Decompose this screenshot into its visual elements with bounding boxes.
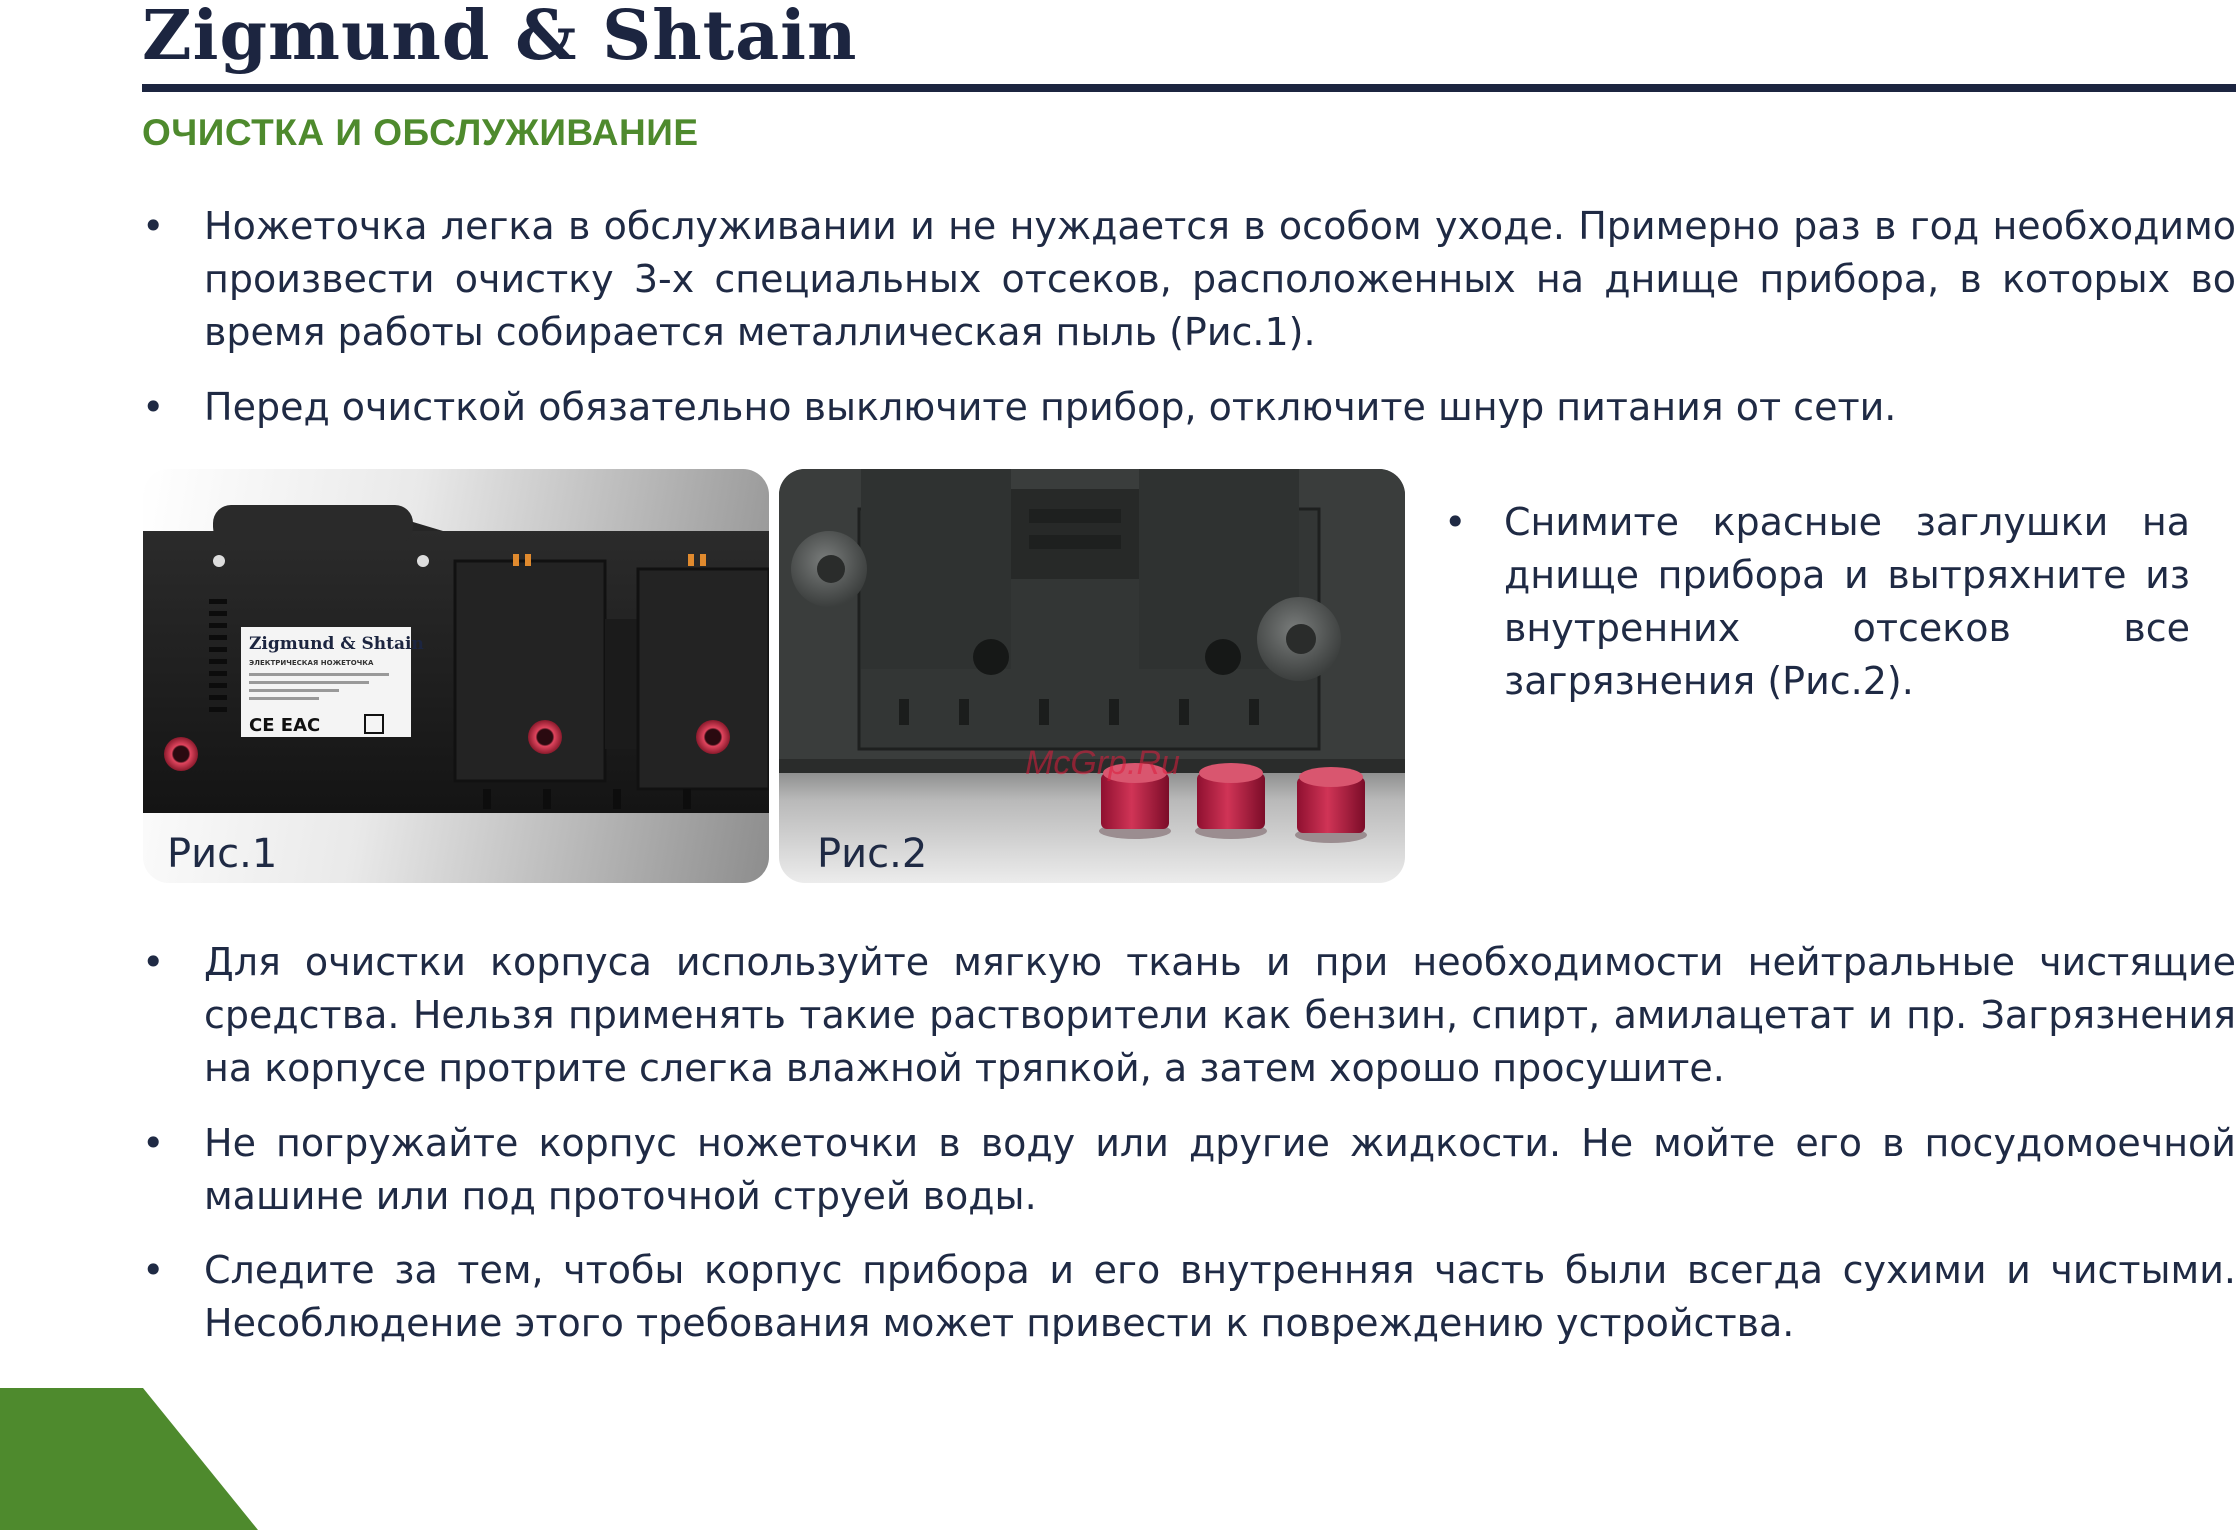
figure-1-caption: Рис.1	[167, 831, 278, 877]
bullet-text: Перед очисткой обязательно выключите прибор, отключите шнур питания от сети.	[204, 385, 1897, 429]
bullet-item-power-off	[142, 381, 2236, 434]
bullet-text: Не погружайте корпус ножеточки в воду или другие жидкости. Не мойте его в посудомоечной машине или под проточной струей воды.	[204, 1121, 2236, 1218]
bullet-marker: •	[142, 204, 165, 248]
figure-2-caption: Рис.2	[817, 831, 928, 877]
section-title: ОЧИСТКА И ОБСЛУЖИВАНИЕ	[142, 112, 699, 153]
bullet-item-maintenance	[142, 200, 2236, 359]
bullet-item-no-water	[142, 1117, 2236, 1223]
bullet-text: Ножеточка легка в обслуживании и не нуждается в особом уходе. Примерно раз в год необходимо произвести очистку 3-х специальных отсеков, расположенных на днище прибора, в которых во время работы собирается металлическая пыль (Рис.1).	[204, 204, 2236, 354]
label-brand: Zigmund & Shtain	[249, 634, 424, 654]
bullet-marker: •	[142, 940, 165, 984]
figure-1	[143, 469, 769, 883]
bullet-item-keep-dry	[142, 1244, 2236, 1350]
label-marks: CE EAC	[249, 715, 321, 736]
bullet-text: Снимите красные заглушки на днище прибора и вытряхните из внутренних отсеков все загрязнения (Рис.2).	[1504, 500, 2190, 703]
bullet-item-remove-plugs	[1444, 496, 2190, 708]
brand-logo: Zigmund & Shtain	[142, 0, 858, 76]
figure-2-photo	[779, 469, 1405, 883]
bullet-marker: •	[142, 1121, 165, 1165]
bullet-text: Для очистки корпуса используйте мягкую ткань и при необходимости нейтральные чистящие средства. Нельзя применять такие растворители как бензин, спирт, амилацетат и пр. Загрязнения на корпусе протрите слегка влажной тряпкой, а затем хорошо просушите.	[204, 940, 2236, 1090]
label-title: ЭЛЕКТРИЧЕСКАЯ НОЖЕТОЧКА	[249, 659, 374, 667]
bullet-text: Следите за тем, чтобы корпус прибора и его внутренняя часть были всегда сухими и чистыми. Несоблюдение этого требования может привести к повреждению устройства.	[204, 1248, 2236, 1345]
figure-1-photo	[143, 469, 769, 883]
bullet-marker: •	[1444, 500, 1467, 544]
watermark: McGrp.Ru	[1025, 744, 1180, 782]
corner-decoration	[0, 1388, 260, 1530]
header-rule	[142, 84, 2236, 92]
figure-2	[779, 469, 1405, 883]
bullet-marker: •	[142, 1248, 165, 1292]
bullet-item-clean-body	[142, 936, 2236, 1095]
bullet-marker: •	[142, 385, 165, 429]
